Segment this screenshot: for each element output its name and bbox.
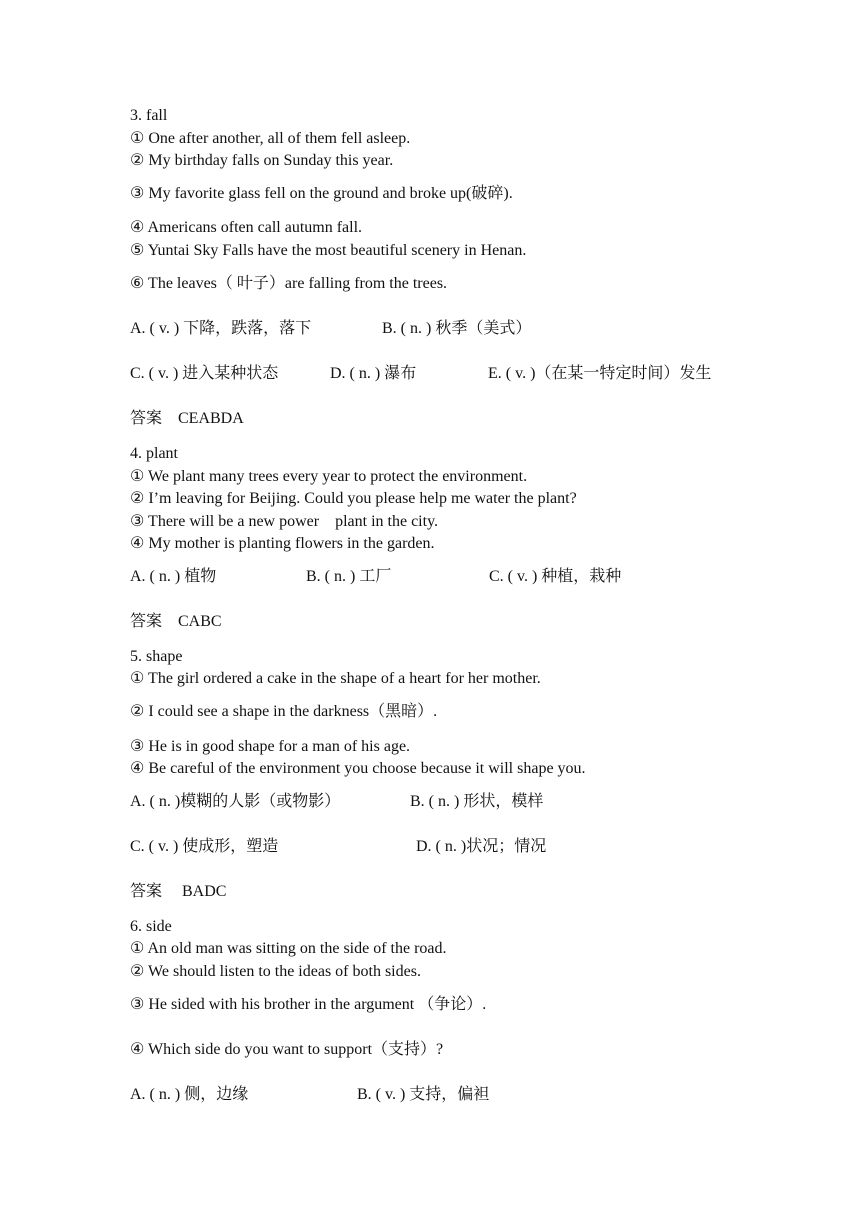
section-5-heading: 5. shape [130, 648, 183, 665]
section-4-heading: 4. plant [130, 445, 178, 462]
section-5-option-b: B. ( n. ) 形状，模样 [410, 793, 544, 810]
section-5-sentence-2: ② I could see a shape in the darkness（黑暗）. [130, 703, 438, 720]
section-3-sentence-5: ⑤ Yuntai Sky Falls have the most beautiful scenery in Henan. [130, 242, 527, 259]
section-5-answer: 答案 BADC [130, 883, 227, 900]
section-4-sentence-4: ④ My mother is planting flowers in the garden. [130, 535, 435, 552]
section-3-sentence-1: ① One after another, all of them fell asleep. [130, 130, 411, 147]
section-5-option-d: D. ( n. )状况；情况 [416, 838, 547, 855]
section-5-option-a: A. ( n. )模糊的人影（或物影） [130, 793, 341, 810]
section-4-option-c: C. ( v. ) 种植，栽种 [489, 568, 622, 585]
section-3-sentence-4: ④ Americans often call autumn fall. [130, 219, 363, 236]
section-6-sentence-1: ① An old man was sitting on the side of the road. [130, 940, 447, 957]
section-3-option-e: E. ( v. )（在某一特定时间）发生 [488, 365, 712, 382]
section-3-answer: 答案 CEABDA [130, 410, 244, 427]
section-4-answer: 答案 CABC [130, 613, 222, 630]
section-3-heading: 3. fall [130, 107, 168, 124]
section-6-option-b: B. ( v. ) 支持，偏袒 [357, 1086, 490, 1103]
section-3-sentence-2: ② My birthday falls on Sunday this year. [130, 152, 394, 169]
section-3-option-d: D. ( n. ) 瀑布 [330, 365, 417, 382]
section-4-sentence-3: ③ There will be a new power plant in the city. [130, 513, 439, 530]
section-4-sentence-1: ① We plant many trees every year to protect the environment. [130, 468, 528, 485]
section-6-heading: 6. side [130, 918, 172, 935]
section-3-option-b: B. ( n. ) 秋季（美式） [382, 320, 532, 337]
section-3-option-a: A. ( v. ) 下降，跌落，落下 [130, 320, 312, 337]
section-4-option-a: A. ( n. ) 植物 [130, 568, 217, 585]
section-6-sentence-4: ④ Which side do you want to support（支持）? [130, 1041, 444, 1058]
section-3-sentence-3: ③ My favorite glass fell on the ground and broke up(破碎). [130, 185, 513, 202]
section-5-sentence-1: ① The girl ordered a cake in the shape of a heart for her mother. [130, 670, 541, 687]
section-4-option-b: B. ( n. ) 工厂 [306, 568, 392, 585]
section-5-sentence-4: ④ Be careful of the environment you choose because it will shape you. [130, 760, 586, 777]
section-6-sentence-3: ③ He sided with his brother in the argument （争论）. [130, 996, 487, 1013]
section-6-option-a: A. ( n. ) 侧，边缘 [130, 1086, 249, 1103]
section-4-sentence-2: ② I’m leaving for Beijing. Could you please help me water the plant? [130, 490, 577, 507]
section-5-option-c: C. ( v. ) 使成形，塑造 [130, 838, 279, 855]
section-3-option-c: C. ( v. ) 进入某种状态 [130, 365, 279, 382]
section-5-sentence-3: ③ He is in good shape for a man of his age. [130, 738, 411, 755]
section-3-sentence-6: ⑥ The leaves（ 叶子）are falling from the trees. [130, 275, 448, 292]
section-6-sentence-2: ② We should listen to the ideas of both sides. [130, 963, 421, 980]
